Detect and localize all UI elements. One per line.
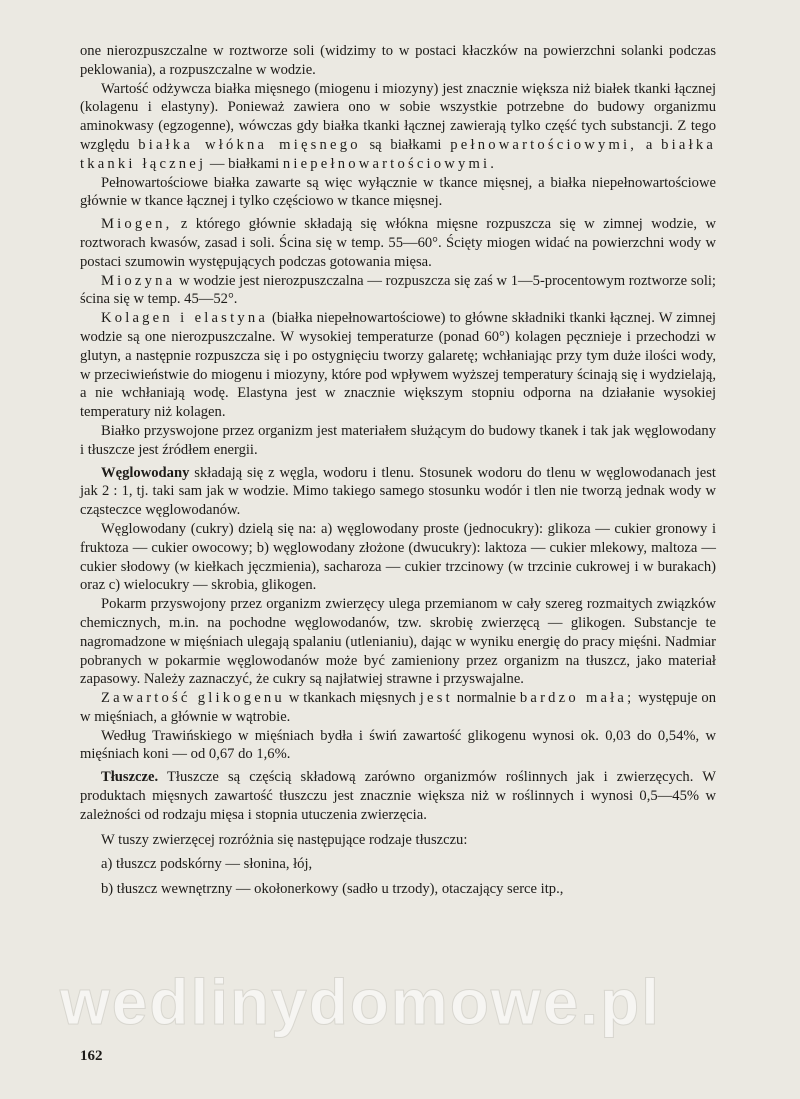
paragraph-fats [80,768,716,824]
spaced-term: pełnowartościowymi, [450,136,638,153]
paragraph-nutritional-value [80,80,716,174]
spaced-term: Miozyna [101,272,176,289]
text-run: Wartość odżywcza białka mięsnego (miogenu i miozyny) jest znacznie większa niż białek tkanki łącznej (kolagenu i elastyny). Ponieważ zawiera ono w sobie wszystkie potrzebne do budowy organizmu aminokwasy (egzogenne), wówczas gdy białka tkanki łącznej zawierają tylko część tych substancji. Z tego względu [80,80,716,153]
paragraph-sugar-types: Węglowodany (cukry) dzielą się na: a) węglowodany proste (jednocukry): glikoza — cukier gronowy i fruktoza — cukier owocowy; b) węglowodany złożone (dwucukry): laktoza — cukier mlekowy, maltoza — cukier słodowy (w kiełkach jęczmienia), sacharoza — cukier trzcinowy (w trzcinie cukrowej i w burakach) oraz c) wielocukry — skrobia, glikogen. [80,520,716,594]
text-run: (białka niepełnowartościowe) to główne składniki tkanki łącznej. W zimnej wodzie są one nierozpuszczalne. W wysokiej temperaturze (ponad 60°) kolagen pęcznieje i przechodzi w glutyn, a następnie rozpuszcza się i po ostygnięciu tworzy galaretę; wchłaniając przy tym duże ilości wody, w przeciwieństwie do miogenu i miozyny, które pod wpływem wyższej temperatury ścinają się i wydzielają, a nie wchłaniają wodę. Elastyna jest w znacznie większym stopniu odporna na działanie wysokiej temperatury niż kolagen. [80,310,716,421]
text-run: występuje on w mięśniach, a głównie w wątrobie. [80,690,717,725]
paragraph-salt-solubility: one nierozpuszczalne w roztworze soli (widzimy to w postaci kłaczków na powierzchni solanki podczas peklowania), a rozpuszczalne w wodzie. [80,43,716,78]
text-run: z którego głównie składają się włókna mięsne rozpuszcza się w zimnej wodzie, w roztworach kwasów, zasad i soli. Ścina się w temp. 55—60°. Ścięty miogen widać na powierzchni wody w postaci szumowin występujących podczas gotowania mięsa. [80,216,716,270]
paragraph-fat-types-intro: W tuszy zwierzęcej rozróżnia się następujące rodzaje tłuszczu: [101,831,468,848]
spaced-term: jest [419,690,453,707]
text-run: w wodzie jest nierozpuszczalna — rozpuszcza się zaś w 1—5-procentowym roztworze soli; ścina się w temp. 45—52°. [80,272,716,308]
text-run: Tłuszcze są częścią składową zarówno organizmów roślinnych jak i zwierzęcych. W produktach mięsnych zawartość tłuszczu jest znacznie większa niż w roślinnych i wynosi 0,5—45% w zależności od rodzaju mięsa i stopnia utuczenia zwierzęcia. [80,769,716,823]
text-run: składają się z węgla, wodoru i tlenu. Stosunek wodoru do tlenu w węglowodanach jest jak 2 : 1, tj. taki sam jak w wodzie. Mimo takiego samego stosunku wodór i tlen nie tworzą jednak wody w cząsteczce węglowodanów. [80,464,716,519]
text-run: w tkankach mięsnych [284,690,420,707]
paragraph-trawinski: Według Trawińskiego w mięśniach bydła i świń zawartość glikogenu wynosi ok. 0,03 do 0,54%, w mięśniach koni — od 0,67 do 1,6%. [80,727,716,763]
text-run: normalnie [452,690,520,707]
spaced-term: białka włókna mięsnego [138,136,361,153]
spaced-term: białka tkanki łącznej [80,136,717,172]
text-run: a [637,136,662,153]
page-number: 162 [80,1048,103,1064]
watermark: wedlinydomowe.pl [60,966,661,1038]
paragraph-glycogen-conversion: Pokarm przyswojony przez organizm zwierzęcy ulega przemianom w cały szereg rozmaitych związków chemicznych, m.in. na pochodne węglowodanów, tzw. skrobię zwierzęcą — glikogen. Substancje te nagromadzone w mięśniach ulegają spalaniu (utlenianiu), dając w wyniku energię do pracy mięśni. Nadmiar pobranych w pokarmie węglowodanów może być zamieniony przez organizm na tłuszcz, jako materiał zapasowy. Należy zaznaczyć, że cukry są najłatwiej strawne i przyswajalne. [80,596,716,688]
spaced-term: Kolagen i elastyna [101,310,268,327]
paragraph-protein-energy: Białko przyswojone przez organizm jest materiałem służącym do budowy tkanek i tak jak węglowodany i tłuszcze jest źródłem energii. [80,422,716,458]
paragraph-miogen [80,215,716,271]
text-run: — białkami [206,155,283,172]
list-item: b) tłuszcz wewnętrzny — okołonerkowy (sadło u trzody), otaczający serce itp., [101,881,564,898]
paragraph-carbohydrates [80,464,716,520]
bold-term: Tłuszcze. [101,769,159,786]
spaced-term: niepełnowartościowymi. [282,155,498,172]
bold-term: Węglowodany [101,464,190,481]
paragraph-glycogen-content [80,689,716,727]
paragraph-miozyna [80,272,716,310]
fat-types-list [80,831,716,899]
spaced-term: bardzo mała; [519,690,635,707]
text-run: są białkami [360,136,451,153]
page-body [80,42,716,899]
spaced-term: Zawartość glikogenu [101,690,285,707]
spaced-term: Miogen, [101,216,173,233]
paragraph-kolagen [80,309,716,422]
paragraph-complete-proteins: Pełnowartościowe białka zawarte są więc wyłącznie w tkance mięsnej, a białka niepełnowartościowe głównie w tkance łącznej i tylko częściowo w tkance mięsnej. [80,174,716,210]
list-item: a) tłuszcz podskórny — słonina, łój, [101,856,313,873]
